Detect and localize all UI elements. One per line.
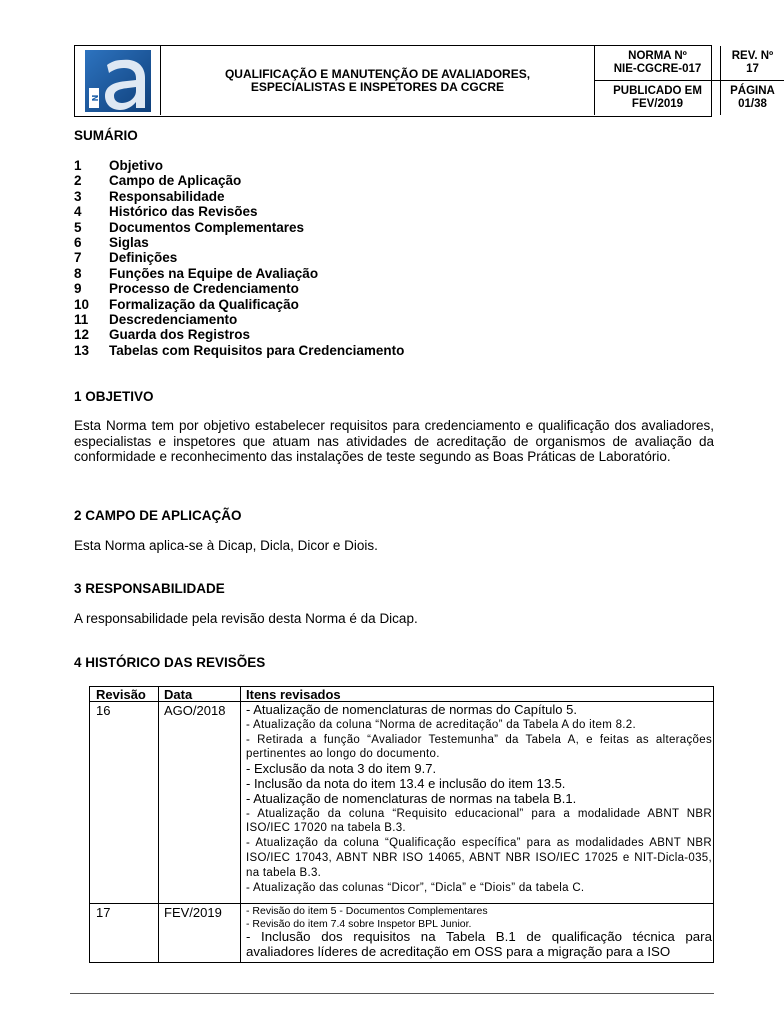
revision-history-table [89,686,714,963]
summary-item-number: 10 [74,296,90,312]
summary-item-number: 11 [74,312,89,327]
summary-heading: SUMÁRIO [74,128,138,143]
summary-item-label: Histórico das Revisões [109,204,258,220]
svg-text:N: N [90,94,100,101]
responsabilidade-heading: 3 RESPONSABILIDADE [74,581,225,596]
norma-cell [595,46,721,81]
row-16-item: - Atualização da coluna “Requisito educacional” para a modalidade ABNT NBR ISO/IEC 17020 na tabela B.3. [246,807,712,835]
objetivo-text: Esta Norma tem por objetivo estabelecer requisitos para credenciamento e qualificação dos avaliadores, especialistas e inspetores que atuam nas atividades de acreditação de organismos de avaliação da conformidade e reconhecimento das instalações de teste segundo as Boas Práticas de Laboratório. [74,418,714,465]
summary-item-label: Campo de Aplicação [109,173,242,189]
revision-cell [721,46,784,81]
summary-item-label: Processo de Credenciamento [109,281,299,297]
rev-label: REV. Nº [731,50,774,62]
title-line-1: QUALIFICAÇÃO E MANUTENÇÃO DE AVALIADORES, [224,66,531,81]
col-header-revisao: Revisão [96,687,146,702]
row-16-item: - Atualização das colunas “Dicor”, “Dicla” e “Diois” da tabela C. [246,881,585,894]
row-16-revision: 16 [96,703,111,718]
summary-item-label: Funções na Equipe de Avaliação [109,265,319,281]
col-header-itens: Itens revisados [246,687,341,702]
row-16-item: - Retirada a função “Avaliador Testemunha” da Tabela A, e feitas as alterações pertinentes ao longo do documento. [246,733,712,761]
summary-item-number: 3 [74,188,82,204]
row-16-item: - Inclusão da nota do item 13.4 e inclusão do item 13.5. [246,775,566,791]
summary-item-label: Formalização da Qualificação [109,296,299,312]
summary-item-label: Documentos Complementares [109,219,305,235]
summary-item-number: 1 [74,158,82,173]
summary-item-number: 2 [74,173,82,189]
summary-item-label: Definições [109,250,178,266]
responsabilidade-text: A responsabilidade pela revisão desta Norma é da Dicap. [74,611,418,626]
summary-item-label: Responsabilidade [109,188,225,204]
summary-item-number: 4 [74,204,82,220]
row-17-items [246,905,712,960]
summary-item-label: Tabelas com Requisitos para Credenciamento [109,342,405,358]
rev-value: 17 [746,63,759,75]
summary-item-number: 6 [74,235,82,250]
historico-heading: 4 HISTÓRICO DAS REVISÕES [74,655,266,670]
row-16-item: - Atualização de nomenclaturas de normas do Capítulo 5. [246,702,577,717]
col-header-data: Data [164,687,193,702]
inmetro-logo-cell [75,46,161,115]
summary-item-number: 8 [74,265,82,281]
campo-heading: 2 CAMPO DE APLICAÇÃO [74,508,242,523]
summary-item-number: 12 [74,327,90,343]
summary-item-label: Guarda dos Registros [109,327,251,343]
row-16-item: - Atualização da coluna “Qualificação específica” para as modalidades ABNT NBR ISO/IEC 17043, ABNT NBR ISO 14065, ABNT NBR ISO/IEC 17025 e NIT-Dicla-035, na tabela B.3. [246,837,712,879]
summary-item-number: 5 [74,219,82,235]
summary-item-label: Siglas [109,235,149,250]
row-17-item: - Inclusão dos requisitos na Tabela B.1 de qualificação técnica para avaliadores líderes de acreditação em OSS para a migração para a ISO [246,929,712,959]
summary-item-label: Descredenciamento [109,312,238,327]
published-label: PUBLICADO EM [613,85,702,97]
row-17-item: - Revisão do item 5 - Documentos Complementares [246,905,488,917]
objetivo-heading: 1 OBJETIVO [74,389,154,404]
title-line-2: ESPECIALISTAS E INSPETORES DA CGCRE [250,79,505,94]
row-17-date: FEV/2019 [164,905,222,920]
footer-divider [70,993,714,994]
page-cell [721,81,784,115]
published-cell [595,81,721,115]
inmetro-logo-icon [85,50,151,112]
row-16-items [246,703,712,895]
published-value: FEV/2019 [631,98,684,110]
page-value: 01/38 [738,98,767,110]
row-16-item: - Exclusão da nota 3 do item 9.7. [246,761,437,777]
campo-text: Esta Norma aplica-se à Dicap, Dicla, Dicor e Diois. [74,538,378,553]
summary-item-number: 13 [74,342,90,358]
summary-item-label: Objetivo [109,158,164,173]
row-16-item: - Atualização de nomenclaturas de normas na tabela B.1. [246,790,577,806]
row-17-item: - Revisão do item 7.4 sobre Inspetor BPL Junior. [246,917,472,930]
row-16-date: AGO/2018 [164,703,226,718]
row-16-item: - Atualização da coluna “Norma de acreditação” da Tabela A do item 8.2. [246,718,636,731]
summary-item-number: 9 [74,281,82,297]
page-label: PÁGINA [730,85,775,97]
row-17-revision: 17 [96,905,111,920]
norma-value: NIE-CGCRE-017 [613,63,702,75]
document-title [161,46,595,115]
norma-label: NORMA Nº [628,50,687,62]
summary-item-number: 7 [74,250,82,266]
document-header [74,45,775,117]
